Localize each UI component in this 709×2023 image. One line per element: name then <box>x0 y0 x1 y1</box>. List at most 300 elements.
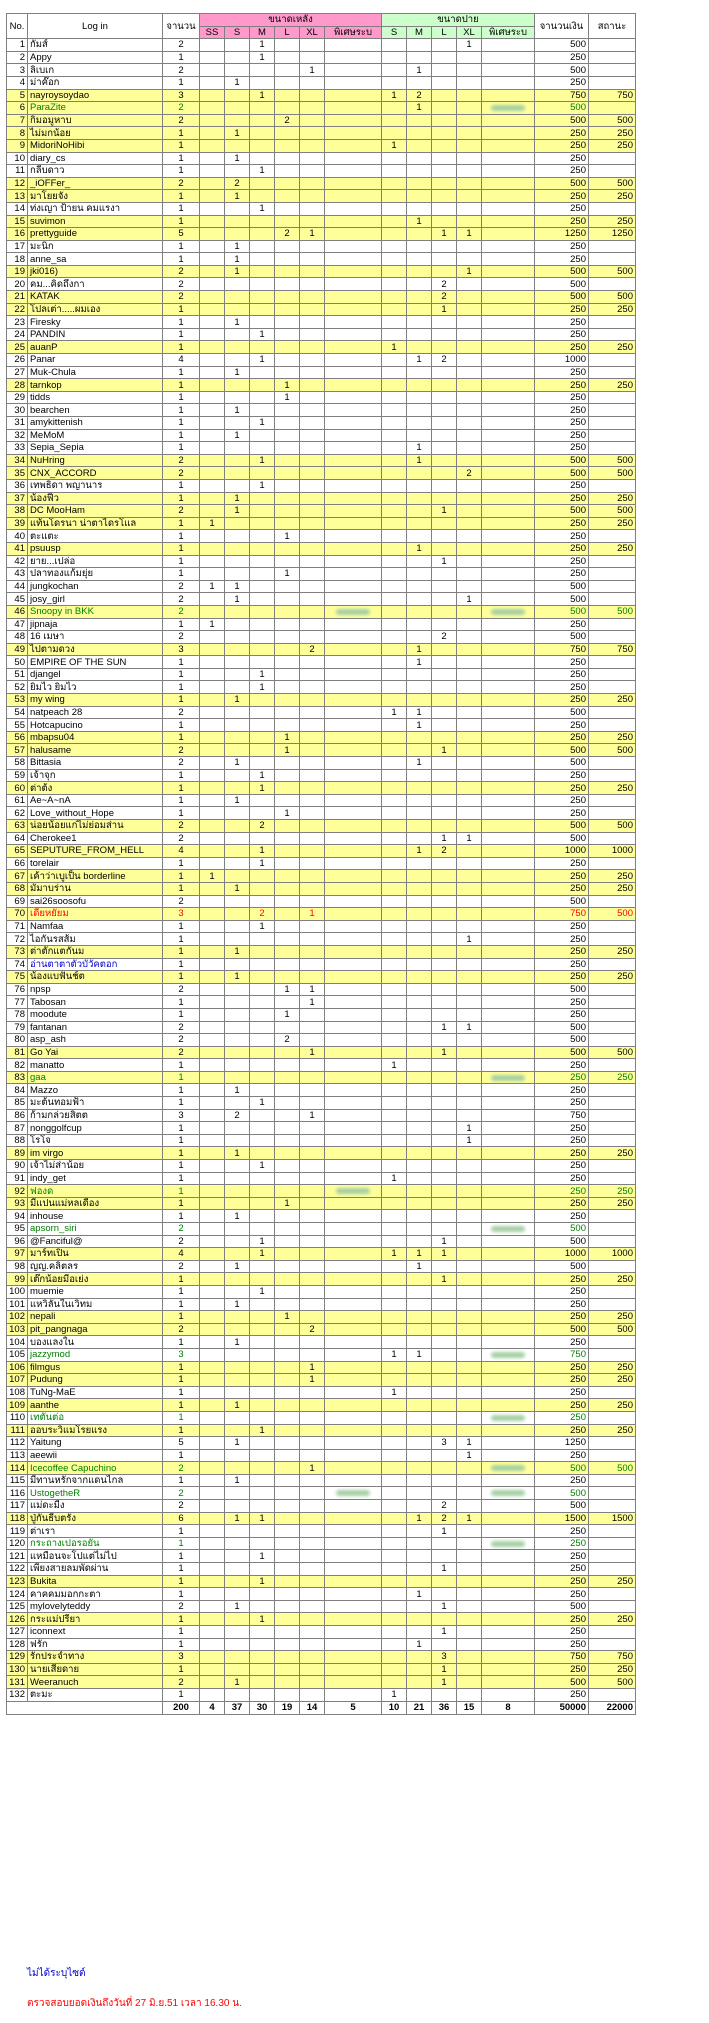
order-count: 1 <box>163 1311 200 1324</box>
front-size-qty <box>325 379 382 392</box>
back-size-qty <box>482 76 535 89</box>
back-size-qty: 1 <box>432 1046 457 1059</box>
front-size-qty <box>300 857 325 870</box>
front-size-qty <box>200 1109 225 1122</box>
front-size-qty: 1 <box>200 618 225 631</box>
back-size-qty <box>382 857 407 870</box>
amount: 500 <box>535 832 589 845</box>
order-count: 3 <box>163 908 200 921</box>
login-name: เค้าว่าเบูเป็น borderline <box>28 870 163 883</box>
row-number: 91 <box>7 1172 28 1185</box>
front-size-qty <box>200 1663 225 1676</box>
front-size-qty <box>300 1059 325 1072</box>
back-size-qty <box>382 631 407 644</box>
row-number: 43 <box>7 568 28 581</box>
total-value: 22000 <box>589 1701 636 1714</box>
front-size-qty <box>300 89 325 102</box>
row-number: 83 <box>7 1071 28 1084</box>
front-size-qty <box>275 102 300 115</box>
table-row <box>7 114 636 127</box>
login-name: npsp <box>28 983 163 996</box>
order-count: 1 <box>163 404 200 417</box>
back-size-qty <box>457 1550 482 1563</box>
front-size-qty <box>250 605 275 618</box>
front-size-qty <box>300 1411 325 1424</box>
login-name: ฟรัก <box>28 1638 163 1651</box>
front-size-qty <box>225 1361 250 1374</box>
order-count: 2 <box>163 1462 200 1475</box>
table-row <box>7 152 636 165</box>
front-size-qty <box>300 278 325 291</box>
front-size-qty <box>275 442 300 455</box>
back-size-qty <box>382 1512 407 1525</box>
front-size-qty <box>250 895 275 908</box>
back-size-qty <box>482 1474 535 1487</box>
paid-status <box>589 102 636 115</box>
front-size-qty <box>275 505 300 518</box>
login-name: @Fanciful@ <box>28 1235 163 1248</box>
front-size-qty <box>300 1273 325 1286</box>
row-number: 117 <box>7 1500 28 1513</box>
front-size-qty <box>200 1298 225 1311</box>
back-size-qty: 1 <box>432 1600 457 1613</box>
order-count: 1 <box>163 555 200 568</box>
back-size-qty <box>482 1550 535 1563</box>
front-size-qty <box>250 391 275 404</box>
paid-status <box>589 631 636 644</box>
back-size-qty <box>432 820 457 833</box>
front-size-qty <box>325 882 382 895</box>
front-size-qty <box>225 1185 250 1198</box>
front-size-qty <box>300 1588 325 1601</box>
front-size-qty <box>300 114 325 127</box>
back-size-qty <box>382 1034 407 1047</box>
order-count: 1 <box>163 1613 200 1626</box>
row-number: 61 <box>7 794 28 807</box>
front-size-qty <box>275 479 300 492</box>
front-size-qty <box>325 1260 382 1273</box>
back-size-qty <box>432 366 457 379</box>
back-size-qty <box>482 1071 535 1084</box>
front-size-qty <box>200 253 225 266</box>
back-size-qty <box>432 870 457 883</box>
front-size-qty <box>200 1311 225 1324</box>
row-number: 103 <box>7 1323 28 1336</box>
back-size-qty <box>407 114 432 127</box>
front-size-qty: 1 <box>250 39 275 52</box>
back-size-qty <box>482 1285 535 1298</box>
back-size-qty <box>432 971 457 984</box>
row-number: 115 <box>7 1474 28 1487</box>
table-row <box>7 1223 636 1236</box>
order-count: 5 <box>163 228 200 241</box>
order-count: 1 <box>163 1663 200 1676</box>
order-count: 2 <box>163 631 200 644</box>
back-size-qty <box>382 1437 407 1450</box>
amount: 250 <box>535 165 589 178</box>
paid-status <box>589 1550 636 1563</box>
back-size-qty <box>407 1613 432 1626</box>
front-size-qty <box>200 1210 225 1223</box>
table-row <box>7 794 636 807</box>
login-name: Icecoffee Capuchino <box>28 1462 163 1475</box>
back-size-qty: 1 <box>382 1348 407 1361</box>
front-size-qty <box>225 958 250 971</box>
table-row <box>7 102 636 115</box>
row-number: 74 <box>7 958 28 971</box>
paid-status: 250 <box>589 190 636 203</box>
login-name: ฟองด <box>28 1185 163 1198</box>
amount: 250 <box>535 1424 589 1437</box>
back-size-qty <box>407 983 432 996</box>
back-size-qty <box>457 1210 482 1223</box>
order-count: 2 <box>163 467 200 480</box>
row-number: 77 <box>7 996 28 1009</box>
back-size-qty <box>457 1046 482 1059</box>
front-size-qty: 1 <box>300 1046 325 1059</box>
back-size-qty <box>432 1449 457 1462</box>
order-count: 2 <box>163 820 200 833</box>
front-size-qty <box>225 895 250 908</box>
back-size-qty <box>382 215 407 228</box>
front-size-qty <box>275 933 300 946</box>
total-value: 14 <box>300 1701 325 1714</box>
order-count: 1 <box>163 1626 200 1639</box>
back-size-qty <box>482 820 535 833</box>
front-size-qty <box>200 492 225 505</box>
paid-status: 250 <box>589 1311 636 1324</box>
back-size-qty <box>407 303 432 316</box>
order-count: 1 <box>163 920 200 933</box>
front-size-qty <box>250 1487 275 1500</box>
front-size-qty <box>225 706 250 719</box>
row-number: 22 <box>7 303 28 316</box>
amount: 750 <box>535 89 589 102</box>
front-size-qty <box>300 1084 325 1097</box>
back-size-qty <box>407 379 432 392</box>
login-name: ไม่มกน้อย <box>28 127 163 140</box>
front-size-qty <box>325 1147 382 1160</box>
table-row <box>7 1399 636 1412</box>
back-size-qty <box>382 467 407 480</box>
amount: 250 <box>535 1588 589 1601</box>
front-size-qty <box>275 857 300 870</box>
front-size-qty <box>200 303 225 316</box>
back-size-qty <box>457 1248 482 1261</box>
front-size-qty <box>225 354 250 367</box>
front-size-qty <box>275 1285 300 1298</box>
back-size-qty <box>382 1323 407 1336</box>
front-size-qty: 1 <box>250 417 275 430</box>
front-size-qty <box>275 1651 300 1664</box>
totals-blank <box>7 1701 163 1714</box>
front-size-qty <box>300 76 325 89</box>
amount: 250 <box>535 1097 589 1110</box>
back-size-qty <box>432 404 457 417</box>
back-size-qty: 1 <box>432 1626 457 1639</box>
front-size-qty: 1 <box>275 807 300 820</box>
front-size-qty <box>300 467 325 480</box>
front-size-qty <box>325 253 382 266</box>
back-size-qty <box>432 605 457 618</box>
front-size-qty <box>225 983 250 996</box>
row-number: 73 <box>7 945 28 958</box>
row-number: 24 <box>7 328 28 341</box>
front-size-qty <box>250 139 275 152</box>
front-size-qty <box>250 706 275 719</box>
front-size-qty <box>325 668 382 681</box>
back-size-qty: 1 <box>457 1437 482 1450</box>
order-count: 1 <box>163 782 200 795</box>
row-number: 33 <box>7 442 28 455</box>
order-count: 2 <box>163 1487 200 1500</box>
front-size-qty <box>325 958 382 971</box>
back-size-qty: 1 <box>457 1122 482 1135</box>
front-size-qty <box>275 1336 300 1349</box>
front-size-qty <box>275 1676 300 1689</box>
front-size-qty <box>225 1663 250 1676</box>
front-size-qty: 1 <box>225 794 250 807</box>
back-size-qty <box>482 1122 535 1135</box>
order-count: 1 <box>163 1298 200 1311</box>
amount: 250 <box>535 1172 589 1185</box>
amount: 500 <box>535 580 589 593</box>
table-row <box>7 1500 636 1513</box>
back-size-qty <box>407 1676 432 1689</box>
front-size-qty <box>200 555 225 568</box>
back-size-qty <box>432 454 457 467</box>
table-row <box>7 920 636 933</box>
amount: 500 <box>535 1487 589 1500</box>
back-size-qty <box>457 366 482 379</box>
paid-status <box>589 1172 636 1185</box>
back-size-qty <box>382 945 407 958</box>
front-size-qty <box>325 517 382 530</box>
front-size-qty <box>325 1021 382 1034</box>
front-size-qty <box>275 920 300 933</box>
table-row <box>7 1059 636 1072</box>
front-size-qty <box>250 1449 275 1462</box>
front-size-qty <box>275 1462 300 1475</box>
back-size-qty <box>382 165 407 178</box>
blurred-mark <box>336 609 370 615</box>
front-size-qty <box>275 1021 300 1034</box>
back-size-qty: 1 <box>407 845 432 858</box>
order-count: 2 <box>163 593 200 606</box>
paid-status: 1000 <box>589 845 636 858</box>
front-size-qty <box>325 1600 382 1613</box>
front-size-qty: 1 <box>225 882 250 895</box>
back-size-qty <box>432 1160 457 1173</box>
row-number: 102 <box>7 1311 28 1324</box>
row-number: 49 <box>7 643 28 656</box>
back-size-qty <box>407 492 432 505</box>
order-count: 3 <box>163 89 200 102</box>
login-name: tarnkop <box>28 379 163 392</box>
back-size-qty <box>457 114 482 127</box>
order-count: 2 <box>163 605 200 618</box>
login-name: tidds <box>28 391 163 404</box>
row-number: 1 <box>7 39 28 52</box>
back-size-qty <box>407 517 432 530</box>
front-size-qty: 1 <box>225 1474 250 1487</box>
front-size-qty <box>275 1449 300 1462</box>
back-size-qty <box>482 1663 535 1676</box>
amount: 500 <box>535 102 589 115</box>
front-size-qty <box>275 1248 300 1261</box>
front-size-qty <box>250 404 275 417</box>
front-size-qty <box>250 152 275 165</box>
front-size-qty <box>250 505 275 518</box>
amount: 250 <box>535 417 589 430</box>
back-size-qty <box>457 1638 482 1651</box>
login-name: Bittasia <box>28 757 163 770</box>
back-size-qty <box>432 177 457 190</box>
front-size-qty <box>200 341 225 354</box>
front-size-qty <box>200 1160 225 1173</box>
amount: 250 <box>535 1399 589 1412</box>
front-size-qty: 1 <box>300 1361 325 1374</box>
login-name: นายเสียดาย <box>28 1663 163 1676</box>
front-size-qty <box>300 1298 325 1311</box>
amount: 250 <box>535 530 589 543</box>
order-count: 3 <box>163 1348 200 1361</box>
row-number: 46 <box>7 605 28 618</box>
order-count: 1 <box>163 1273 200 1286</box>
login-name: เดียหยัยม <box>28 908 163 921</box>
back-size-qty <box>432 1588 457 1601</box>
table-row <box>7 820 636 833</box>
row-number: 40 <box>7 530 28 543</box>
front-size-qty <box>325 1348 382 1361</box>
paid-status <box>589 1487 636 1500</box>
amount: 250 <box>535 202 589 215</box>
table-row <box>7 202 636 215</box>
front-size-qty <box>325 479 382 492</box>
back-size-qty <box>432 1285 457 1298</box>
paid-status: 500 <box>589 291 636 304</box>
row-number: 28 <box>7 379 28 392</box>
back-size-qty <box>457 1424 482 1437</box>
back-size-qty <box>407 1071 432 1084</box>
paid-status <box>589 857 636 870</box>
back-size-qty <box>407 1449 432 1462</box>
order-count: 1 <box>163 1097 200 1110</box>
back-size-qty <box>482 1210 535 1223</box>
back-size-qty <box>407 1273 432 1286</box>
back-size-qty: 1 <box>407 1260 432 1273</box>
front-size-qty <box>300 417 325 430</box>
front-size-qty <box>250 1134 275 1147</box>
order-count: 1 <box>163 303 200 316</box>
login-name: ตะแตะ <box>28 530 163 543</box>
back-size-qty <box>382 1147 407 1160</box>
back-size-qty <box>482 870 535 883</box>
back-size-qty <box>432 807 457 820</box>
back-size-qty <box>482 933 535 946</box>
back-size-qty: 1 <box>382 1248 407 1261</box>
front-size-qty <box>300 895 325 908</box>
back-size-qty <box>482 719 535 732</box>
front-size-qty <box>200 706 225 719</box>
front-size-qty <box>200 1084 225 1097</box>
back-size-qty <box>457 215 482 228</box>
back-size-qty <box>382 1122 407 1135</box>
back-size-qty <box>457 1676 482 1689</box>
login-name: Tabosan <box>28 996 163 1009</box>
front-size-qty <box>250 656 275 669</box>
amount: 500 <box>535 114 589 127</box>
front-size-qty <box>300 152 325 165</box>
front-size-qty <box>325 1235 382 1248</box>
back-size-qty: 2 <box>457 467 482 480</box>
amount: 250 <box>535 1386 589 1399</box>
paid-status <box>589 240 636 253</box>
back-size-qty <box>382 228 407 241</box>
table-row <box>7 605 636 618</box>
back-size-qty <box>432 1386 457 1399</box>
front-size-qty <box>250 1386 275 1399</box>
login-name: Panar <box>28 354 163 367</box>
amount: 250 <box>535 1638 589 1651</box>
front-size-qty <box>250 1210 275 1223</box>
front-size-qty <box>275 895 300 908</box>
amount: 500 <box>535 1676 589 1689</box>
front-size-qty <box>250 1059 275 1072</box>
back-size-qty <box>382 656 407 669</box>
back-size-qty <box>407 152 432 165</box>
amount: 250 <box>535 882 589 895</box>
front-size-qty <box>250 1525 275 1538</box>
front-size-qty <box>325 794 382 807</box>
front-size-qty <box>300 731 325 744</box>
amount: 500 <box>535 706 589 719</box>
back-size-qty <box>382 442 407 455</box>
front-size-qty <box>225 1122 250 1135</box>
front-size-qty <box>200 127 225 140</box>
front-size-qty <box>200 1185 225 1198</box>
front-size-qty <box>325 1550 382 1563</box>
table-row <box>7 1034 636 1047</box>
back-size-qty <box>407 1525 432 1538</box>
back-size-qty <box>457 89 482 102</box>
order-count: 5 <box>163 1437 200 1450</box>
front-size-qty <box>325 1034 382 1047</box>
order-count: 1 <box>163 996 200 1009</box>
row-number: 96 <box>7 1235 28 1248</box>
back-size-qty <box>432 89 457 102</box>
back-size-qty: 1 <box>432 228 457 241</box>
row-number: 19 <box>7 265 28 278</box>
paid-status: 250 <box>589 127 636 140</box>
order-count: 2 <box>163 102 200 115</box>
front-size-qty <box>200 1147 225 1160</box>
front-size-qty <box>325 1008 382 1021</box>
paid-status: 250 <box>589 882 636 895</box>
back-size-qty <box>457 379 482 392</box>
login-name: bearchen <box>28 404 163 417</box>
table-row <box>7 76 636 89</box>
back-size-qty <box>407 694 432 707</box>
front-size-qty <box>200 958 225 971</box>
front-size-qty <box>250 1273 275 1286</box>
back-size-qty <box>382 882 407 895</box>
front-size-qty <box>250 429 275 442</box>
order-count: 1 <box>163 479 200 492</box>
front-size-qty <box>200 996 225 1009</box>
front-size-qty <box>275 882 300 895</box>
back-size-qty <box>382 542 407 555</box>
